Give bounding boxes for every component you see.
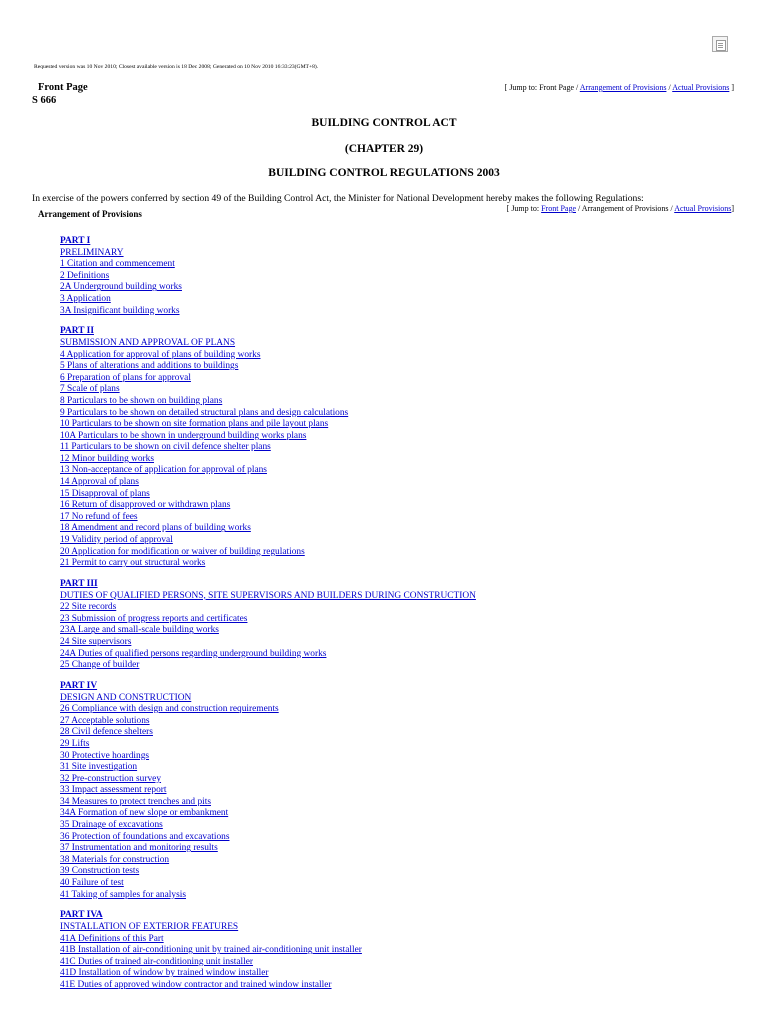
toc-part-link[interactable]: PART I — [60, 236, 91, 246]
jump-current-front-page: Front Page — [539, 83, 574, 92]
toc-section-link[interactable]: 10A Particulars to be shown in underground building works plans — [60, 430, 307, 441]
toc-section-link[interactable]: 30 Protective hoardings — [60, 750, 150, 761]
toc-section-link[interactable]: 40 Failure of test — [60, 878, 124, 889]
toc-section-link[interactable]: 41D Installation of window by trained window installer — [60, 968, 269, 979]
toc-section-link[interactable]: 9 Particulars to be shown on detailed structural plans and design calculations — [60, 407, 349, 418]
toc-part-title-link[interactable]: DESIGN AND CONSTRUCTION — [60, 692, 192, 703]
toc-section-link[interactable]: 4 Application for approval of plans of building works — [60, 349, 261, 360]
toc-section-link[interactable]: 11 Particulars to be shown on civil defence shelter plans — [60, 442, 271, 453]
toc-part-group — [60, 579, 476, 672]
jump-suffix: ] — [729, 83, 734, 92]
toc-section-link[interactable]: 34 Measures to protect trenches and pits — [60, 796, 211, 807]
toc-section-link[interactable]: 38 Materials for construction — [60, 854, 170, 865]
jump-prefix: [ Jump to: — [504, 83, 540, 92]
jump-separator: / — [666, 83, 673, 92]
toc-section-link[interactable]: 16 Return of disapproved or withdrawn plans — [60, 500, 231, 511]
toc-part-group — [60, 326, 476, 569]
jump-separator: / — [668, 204, 675, 213]
heading-chapter: (CHAPTER 29) — [344, 143, 424, 155]
toc-section-link[interactable]: 37 Instrumentation and monitoring results — [60, 843, 218, 854]
jump-link-arrangement[interactable]: Arrangement of Provisions — [579, 83, 667, 92]
jump-nav-top — [505, 83, 734, 92]
toc-part-link[interactable]: PART IV — [60, 680, 98, 691]
jump-link-actual-provisions[interactable]: Actual Provisions — [674, 204, 732, 213]
table-of-contents — [60, 236, 476, 1001]
toc-part-link[interactable]: PART II — [60, 326, 94, 337]
jump-nav-arrangement — [507, 204, 734, 213]
toc-section-link[interactable]: 29 Lifts — [60, 738, 90, 749]
toc-part-title-link[interactable]: SUBMISSION AND APPROVAL OF PLANS — [60, 337, 236, 348]
toc-section-link[interactable]: 27 Acceptable solutions — [60, 715, 150, 726]
toc-section-link[interactable]: 3A Insignificant building works — [60, 305, 180, 316]
toc-section-link[interactable]: 22 Site records — [60, 602, 117, 613]
toc-section-link[interactable]: 36 Protection of foundations and excavations — [60, 831, 230, 842]
toc-section-link[interactable]: 5 Plans of alterations and additions to buildings — [60, 361, 239, 372]
toc-section-link[interactable]: 35 Drainage of excavations — [60, 820, 163, 831]
toc-section-link[interactable]: 3 Application — [60, 293, 111, 304]
jump-separator: / — [576, 204, 582, 213]
toc-section-link[interactable]: 41 Taking of samples for analysis — [60, 889, 186, 900]
toc-section-link[interactable]: 21 Permit to carry out structural works — [60, 558, 206, 569]
toc-section-link[interactable]: 14 Approval of plans — [60, 477, 139, 488]
version-notice: Requested version was 10 Nov 2010; Closest available version is 18 Dec 2008; Generated on 10 Nov 2010 16:33:23(GMT+8). — [34, 64, 319, 70]
jump-prefix: [ Jump to: — [506, 204, 542, 213]
toc-section-link[interactable]: 12 Minor building works — [60, 453, 155, 464]
jump-link-actual-provisions[interactable]: Actual Provisions — [672, 83, 730, 92]
toc-section-link[interactable]: 7 Scale of plans — [60, 384, 120, 395]
heading-regulations: BUILDING CONTROL REGULATIONS 2003 — [268, 167, 500, 179]
toc-part-group — [60, 910, 476, 991]
toc-section-link[interactable]: 17 No refund of fees — [60, 511, 138, 522]
arrangement-label: Arrangement of Provisions — [38, 209, 142, 219]
toc-section-link[interactable]: 39 Construction tests — [60, 866, 140, 877]
toc-section-link[interactable]: 26 Compliance with design and construction requirements — [60, 704, 279, 715]
toc-section-link[interactable]: 8 Particulars to be shown on building plans — [60, 395, 223, 406]
toc-section-link[interactable]: 41E Duties of approved window contractor and trained window installer — [60, 979, 332, 990]
front-page-label: Front Page — [38, 82, 88, 93]
toc-section-link[interactable]: 23 Submission of progress reports and certificates — [60, 613, 248, 624]
toc-part-title-link[interactable]: DUTIES OF QUALIFIED PERSONS, SITE SUPERVISORS AND BUILDERS DURING CONSTRUCTION — [60, 590, 476, 601]
toc-section-link[interactable]: 6 Preparation of plans for approval — [60, 372, 191, 383]
jump-current-arrangement: Arrangement of Provisions — [581, 204, 669, 213]
toc-part-title-link[interactable]: PRELIMINARY — [60, 247, 124, 258]
toc-section-link[interactable]: 28 Civil defence shelters — [60, 727, 153, 738]
toc-section-link[interactable]: 31 Site investigation — [60, 762, 138, 773]
heading-act: BUILDING CONTROL ACT — [311, 117, 457, 129]
toc-section-link[interactable]: 15 Disapproval of plans — [60, 488, 150, 499]
toc-section-link[interactable]: 24A Duties of qualified persons regarding underground building works — [60, 648, 327, 659]
enacting-text: In exercise of the powers conferred by section 49 of the Building Control Act, the Minister for National Development hereby makes the following Regulations: — [32, 193, 644, 204]
toc-part-title-link[interactable]: INSTALLATION OF EXTERIOR FEATURES — [60, 922, 239, 932]
toc-section-link[interactable]: 23A Large and small-scale building works — [60, 625, 219, 636]
toc-section-link[interactable]: 24 Site supervisors — [60, 636, 132, 647]
toc-section-link[interactable]: 13 Non-acceptance of application for approval of plans — [60, 465, 267, 476]
toc-section-link[interactable]: 32 Pre-construction survey — [60, 773, 162, 784]
toc-part-group — [60, 236, 476, 317]
toc-section-link[interactable]: 2 Definitions — [60, 270, 110, 281]
jump-link-front-page[interactable]: Front Page — [541, 204, 576, 213]
toc-section-link[interactable]: 10 Particulars to be shown on site formation plans and pile layout plans — [60, 419, 329, 430]
jump-separator: / — [574, 83, 580, 92]
toc-part-link[interactable]: PART III — [60, 579, 98, 589]
toc-section-link[interactable]: 41C Duties of trained air-conditioning unit installer — [60, 956, 254, 967]
toc-section-link[interactable]: 41A Definitions of this Part — [60, 933, 164, 944]
toc-section-link[interactable]: 1 Citation and commencement — [60, 259, 175, 270]
toc-section-link[interactable]: 2A Underground building works — [60, 282, 182, 293]
toc-section-link[interactable]: 18 Amendment and record plans of building works — [60, 523, 251, 534]
toc-section-link[interactable]: 19 Validity period of approval — [60, 535, 173, 546]
toc-part-link[interactable]: PART IVA — [60, 910, 103, 921]
toc-section-link[interactable]: 34A Formation of new slope or embankment — [60, 808, 229, 819]
print-icon[interactable] — [712, 36, 728, 52]
toc-section-link[interactable]: 25 Change of builder — [60, 660, 140, 671]
jump-suffix: ] — [731, 204, 734, 213]
s-number: S 666 — [32, 95, 57, 106]
toc-section-link[interactable]: 20 Application for modification or waiver of building regulations — [60, 546, 305, 557]
toc-part-group — [60, 681, 476, 901]
toc-section-link[interactable]: 41B Installation of air-conditioning unit by trained air-conditioning unit installer — [60, 945, 362, 956]
toc-section-link[interactable]: 33 Impact assessment report — [60, 785, 167, 796]
